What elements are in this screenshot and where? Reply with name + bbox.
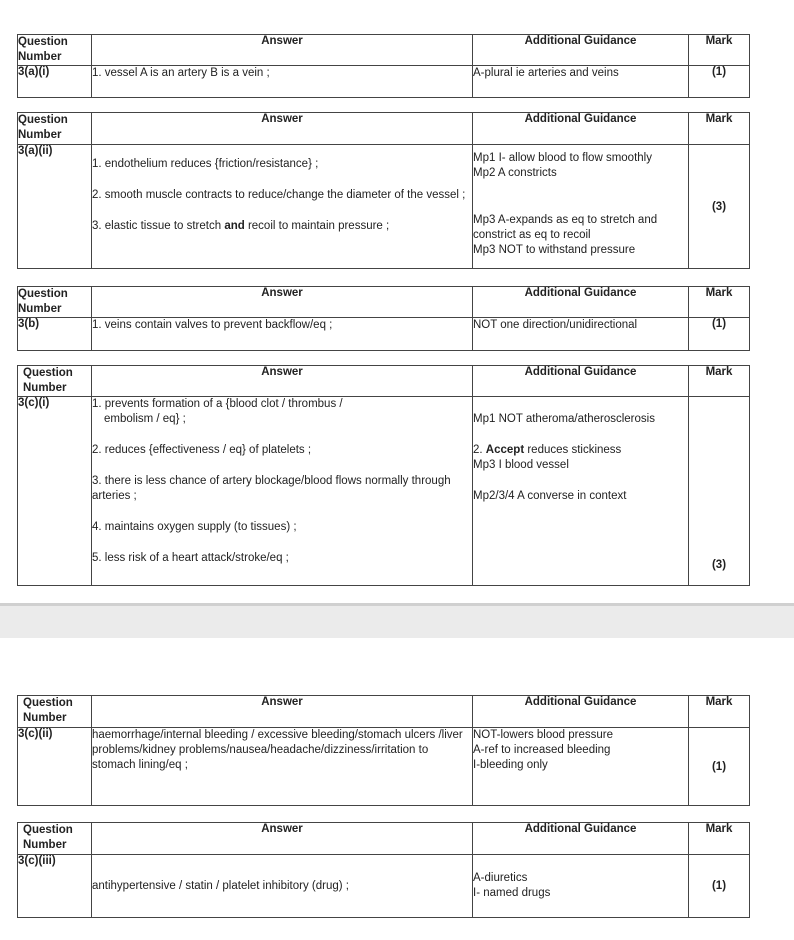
question-number-header xyxy=(18,113,92,145)
question-number: 3(c)(i) xyxy=(18,397,92,586)
question-number-header xyxy=(18,287,92,318)
markscheme-table-3ai xyxy=(17,34,750,98)
question-number-header xyxy=(18,35,92,66)
guidance-line-3: Mp3 I blood vessel xyxy=(473,459,569,471)
answer-header: Answer xyxy=(92,287,473,318)
guidance-line-1: A-diuretics xyxy=(473,872,528,884)
guidance-line-2: Mp2 A constricts xyxy=(473,167,557,179)
mark-header: Mark xyxy=(689,287,750,318)
mark-cell: (1) xyxy=(689,318,750,351)
page-break-band xyxy=(0,603,794,638)
question-number: 3(b) xyxy=(18,318,92,351)
question-header-line1: Question xyxy=(23,824,73,836)
guidance-cell: A-plural ie arteries and veins xyxy=(473,66,689,98)
mark-header: Mark xyxy=(689,35,750,66)
question-header-line2: Number xyxy=(23,712,67,724)
guidance-cell: NOT one direction/unidirectional xyxy=(473,318,689,351)
answer-header: Answer xyxy=(92,696,473,728)
question-number-header xyxy=(18,366,92,397)
question-header-line1: Question xyxy=(18,288,68,300)
guidance-line-3: Mp3 A-expands as eq to stretch and constrict as eq to recoil xyxy=(473,214,658,241)
question-number-header xyxy=(18,823,92,855)
question-header-line1: Question xyxy=(23,697,73,709)
answer-cell: haemorrhage/internal bleeding / excessive bleeding/stomach ulcers /liver problems/kidney problems/nausea/headache/dizziness/irritation to stomach lining/eq ; xyxy=(92,728,473,806)
mark-cell: (3) xyxy=(689,145,750,269)
answer-point-3: 3. elastic tissue to stretch and recoil to maintain pressure ; xyxy=(92,220,390,232)
question-number: 3(c)(ii) xyxy=(18,728,92,806)
guidance-header: Additional Guidance xyxy=(473,113,689,145)
mark-cell: (1) xyxy=(689,66,750,98)
question-header-line1: Question xyxy=(18,36,68,48)
guidance-cell xyxy=(473,855,689,918)
guidance-header: Additional Guidance xyxy=(473,823,689,855)
answer-point-5: 5. less risk of a heart attack/stroke/eq ; xyxy=(92,552,289,564)
answer-header: Answer xyxy=(92,113,473,145)
answer-cell: 1. veins contain valves to prevent backflow/eq ; xyxy=(92,318,473,351)
question-header-line2: Number xyxy=(23,839,67,851)
guidance-cell xyxy=(473,145,689,269)
answer-point-1: 1. endothelium reduces {friction/resistance} ; xyxy=(92,158,319,170)
mark-header: Mark xyxy=(689,696,750,728)
question-header-line2: Number xyxy=(18,129,62,141)
mark-cell: (1) xyxy=(689,855,750,918)
guidance-header: Additional Guidance xyxy=(473,287,689,318)
mark-header: Mark xyxy=(689,113,750,145)
markscheme-table-3ci xyxy=(17,365,750,586)
guidance-line-2: A-ref to increased bleeding xyxy=(473,744,611,756)
question-header-line2: Number xyxy=(18,51,62,63)
question-header-line1: Question xyxy=(23,367,73,379)
guidance-header: Additional Guidance xyxy=(473,35,689,66)
answer-header: Answer xyxy=(92,35,473,66)
answer-cell xyxy=(92,397,473,586)
answer-point-2: 2. reduces {effectiveness / eq} of platelets ; xyxy=(92,444,312,456)
answer-header: Answer xyxy=(92,823,473,855)
guidance-line-1: Mp1 I- allow blood to flow smoothly xyxy=(473,152,652,164)
guidance-cell xyxy=(473,728,689,806)
answer-cell: 1. vessel A is an artery B is a vein ; xyxy=(92,66,473,98)
answer-cell: antihypertensive / statin / platelet inhibitory (drug) ; xyxy=(92,855,473,918)
mark-cell: (3) xyxy=(689,397,750,586)
answer-cell xyxy=(92,145,473,269)
guidance-line-1: NOT-lowers blood pressure xyxy=(473,729,613,741)
question-number: 3(a)(ii) xyxy=(18,145,92,269)
question-number-header xyxy=(18,696,92,728)
markscheme-table-3aii xyxy=(17,112,750,269)
question-header-line1: Question xyxy=(18,114,68,126)
question-number: 3(c)(iii) xyxy=(18,855,92,918)
answer-header: Answer xyxy=(92,366,473,397)
guidance-line-1: Mp1 NOT atheroma/atherosclerosis xyxy=(473,413,655,425)
answer-point-2: 2. smooth muscle contracts to reduce/change the diameter of the vessel ; xyxy=(92,189,466,201)
guidance-cell xyxy=(473,397,689,586)
mark-header: Mark xyxy=(689,823,750,855)
guidance-header: Additional Guidance xyxy=(473,366,689,397)
question-header-line2: Number xyxy=(23,382,67,394)
answer-point-1-cont: embolism / eq} ; xyxy=(104,413,186,425)
guidance-line-4: Mp2/3/4 A converse in context xyxy=(473,490,627,502)
markscheme-table-3cii xyxy=(17,695,750,806)
guidance-line-2: I- named drugs xyxy=(473,887,551,899)
markscheme-table-3b xyxy=(17,286,750,351)
guidance-line-2: 2. Accept reduces stickiness xyxy=(473,444,622,456)
question-number: 3(a)(i) xyxy=(18,66,92,98)
guidance-line-3: I-bleeding only xyxy=(473,759,548,771)
question-header-line2: Number xyxy=(18,303,62,315)
guidance-line-4: Mp3 NOT to withstand pressure xyxy=(473,244,636,256)
mark-header: Mark xyxy=(689,366,750,397)
answer-point-3: 3. there is less chance of artery blockage/blood flows normally through arteries ; xyxy=(92,475,451,502)
mark-cell: (1) xyxy=(689,728,750,806)
guidance-header: Additional Guidance xyxy=(473,696,689,728)
markscheme-table-3ciii xyxy=(17,822,750,918)
answer-point-4: 4. maintains oxygen supply (to tissues) ; xyxy=(92,521,297,533)
answer-point-1: 1. prevents formation of a {blood clot / thrombus / xyxy=(92,398,343,410)
